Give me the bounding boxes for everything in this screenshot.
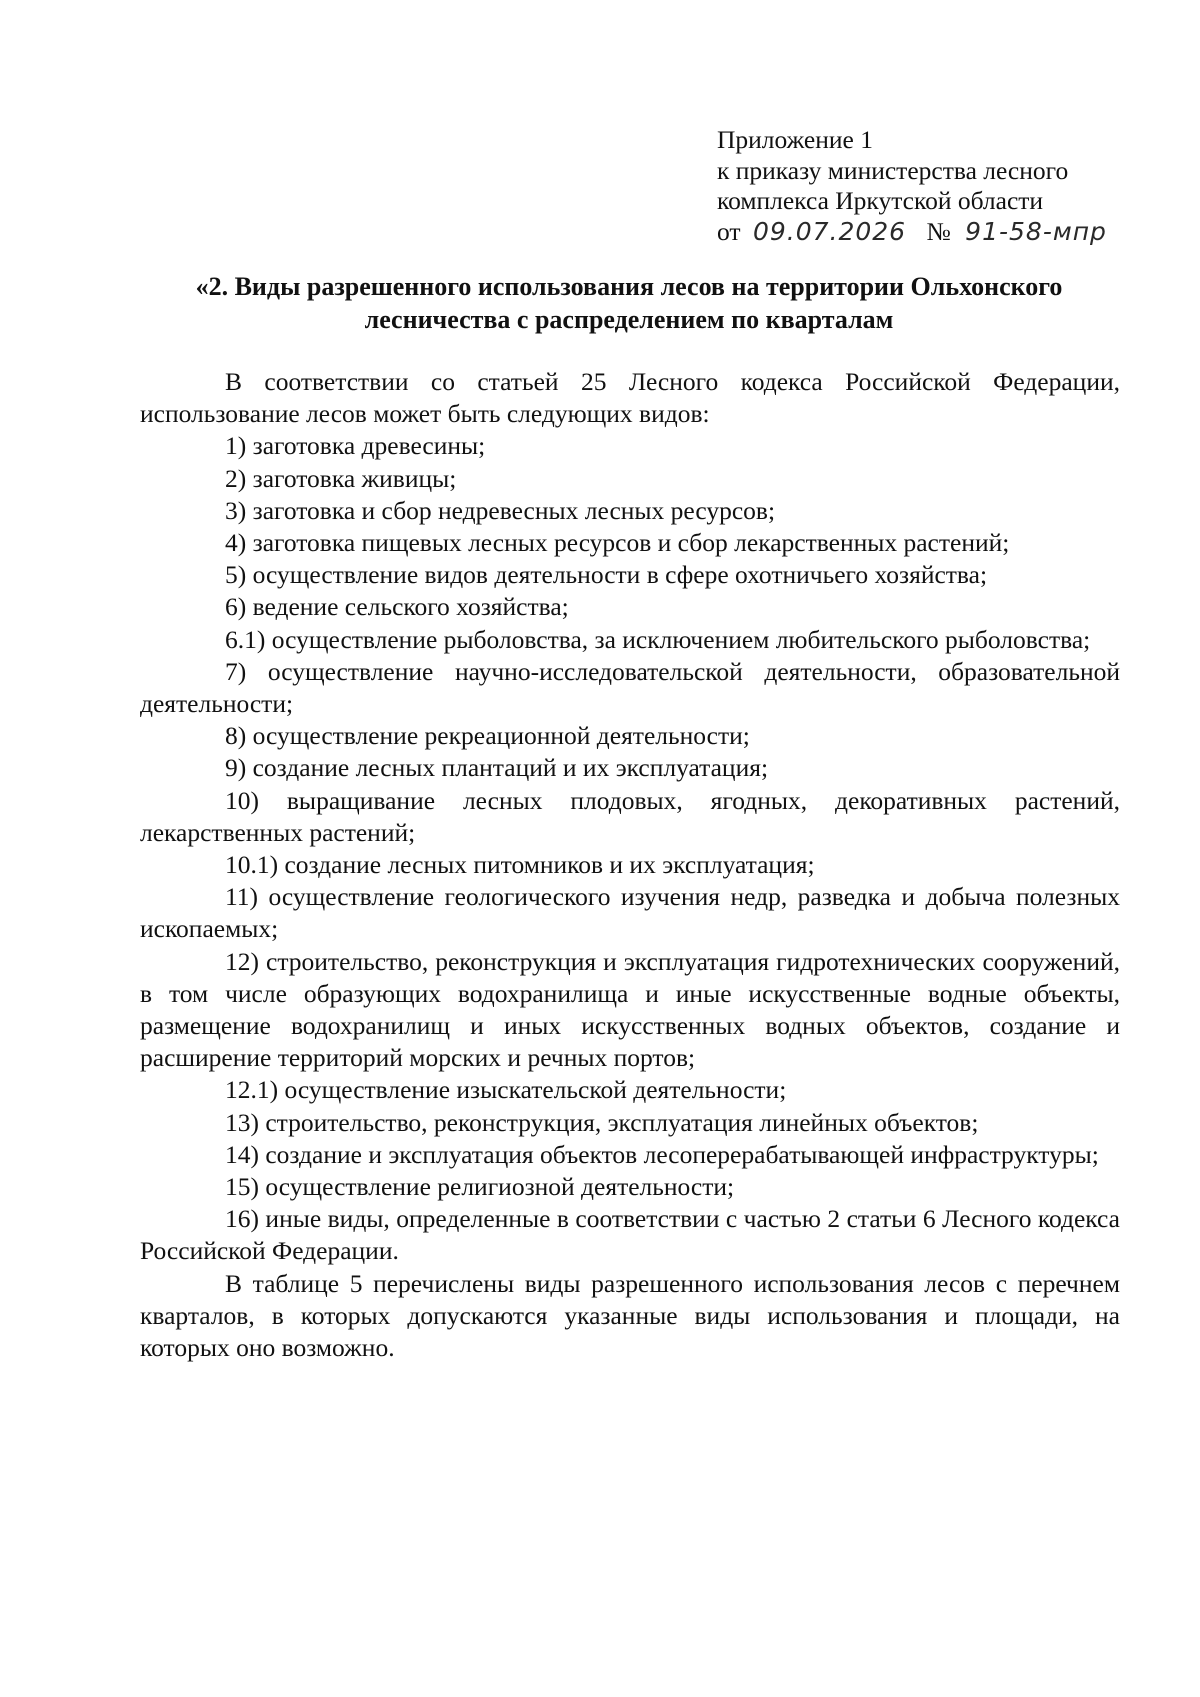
list-item: 1) заготовка древесины; — [225, 431, 486, 461]
list-item: 9) создание лесных плантаций и их эксплуатация; — [225, 753, 769, 783]
section-title-line-1: «2. Виды разрешенного использования лесов на территории Ольхонского — [195, 272, 1063, 301]
list-item: 11) осуществление геологического изучения недр, разведка и добыча полезных ископаемых; — [140, 882, 1120, 944]
appendix-header — [717, 125, 1107, 247]
list-item: 12.1) осуществление изыскательской деятельности; — [225, 1075, 787, 1105]
handwritten-date: 09.07.2026 — [752, 216, 907, 246]
appendix-line-4 — [717, 217, 1107, 248]
list-item: 8) осуществление рекреационной деятельности; — [225, 721, 750, 751]
list-item: 10) выращивание лесных плодовых, ягодных, декоративных растений, лекарственных растений; — [140, 785, 1120, 847]
section-title — [134, 270, 1124, 336]
list-item: 16) иные виды, определенные в соответствии с частью 2 статьи 6 Лесного кодекса Российской Федерации. — [140, 1204, 1120, 1266]
closing-paragraph: В таблице 5 перечислены виды разрешенного использования лесов с перечнем кварталов, в которых допускаются указанные виды использования и площади, на которых оно возможно. — [140, 1268, 1120, 1363]
list-item: 15) осуществление религиозной деятельности; — [225, 1172, 735, 1202]
list-item: 5) осуществление видов деятельности в сфере охотничьего хозяйства; — [225, 560, 988, 590]
list-item: 6) ведение сельского хозяйства; — [225, 592, 569, 622]
section-title-line-2: лесничества с распределением по кварталам — [364, 305, 894, 334]
number-label: № — [926, 216, 951, 246]
appendix-line-2: к приказу министерства лесного — [717, 155, 1069, 185]
list-item: 2) заготовка живицы; — [225, 463, 457, 493]
list-item: 3) заготовка и сбор недревесных лесных ресурсов; — [225, 495, 776, 525]
handwritten-number: 91-58-мпр — [965, 216, 1107, 246]
list-item: 12) строительство, реконструкция и эксплуатация гидротехнических сооружений, в том числе образующих водохранилища и иные искусственные водные объекты, размещение водохранилищ и иных искусственных водных объектов, создание и расширение территорий морских и речных портов; — [140, 946, 1120, 1073]
list-item: 13) строительство, реконструкция, эксплуатация линейных объектов; — [225, 1107, 979, 1137]
list-item: 6.1) осуществление рыболовства, за исключением любительского рыболовства; — [225, 624, 1091, 654]
appendix-line-3: комплекса Иркутской области — [717, 186, 1044, 215]
intro-paragraph: В соответствии со статьей 25 Лесного кодекса Российской Федерации, использование лесов может быть следующих видов: — [140, 367, 1120, 429]
list-item: 14) создание и эксплуатация объектов лесоперерабатывающей инфраструктуры; — [225, 1139, 1099, 1169]
list-item: 10.1) создание лесных питомников и их эксплуатация; — [225, 850, 815, 880]
list-item: 4) заготовка пищевых лесных ресурсов и сбор лекарственных растений; — [225, 528, 1010, 558]
list-item: 7) осуществление научно-исследовательской деятельности, образовательной деятельности; — [140, 656, 1120, 719]
document-body — [140, 366, 1120, 1364]
from-label: от — [717, 216, 741, 246]
appendix-line-1: Приложение 1 — [717, 125, 873, 154]
